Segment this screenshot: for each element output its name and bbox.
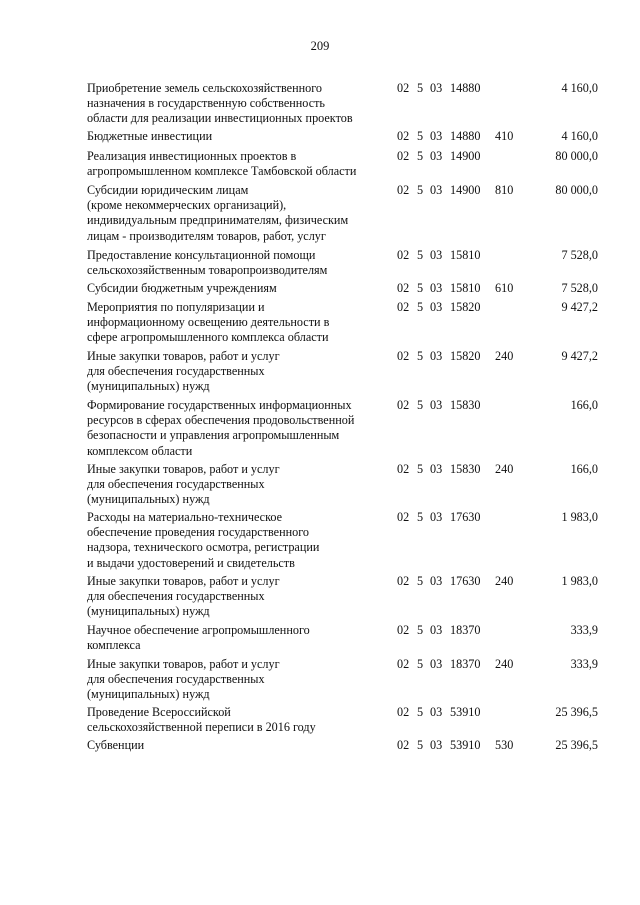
row-code (397, 183, 490, 198)
event-code: 03 (430, 349, 443, 363)
amount: 7 528,0 (561, 281, 598, 295)
expense-type-code: 410 (495, 129, 514, 143)
amount: 333,9 (570, 623, 598, 637)
subprogram-code: 5 (417, 183, 424, 197)
event-code: 03 (430, 300, 443, 314)
event-code: 03 (430, 81, 443, 95)
program-code: 02 (397, 248, 410, 262)
row-code (397, 349, 490, 364)
amount: 4 160,0 (561, 81, 598, 95)
row-name: Предоставление консультационной помощи сельскохозяйственным товаропроизводителям (87, 248, 328, 278)
amount: 7 528,0 (561, 248, 598, 262)
direction-code: 53910 (450, 705, 481, 719)
expense-type-code: 530 (495, 738, 514, 752)
row-name: Субсидии бюджетным учреждениям (87, 281, 277, 295)
event-code: 03 (430, 623, 443, 637)
subprogram-code: 5 (417, 574, 424, 588)
subprogram-code: 5 (417, 248, 424, 262)
amount: 4 160,0 (561, 129, 598, 143)
expense-type-code: 240 (495, 349, 514, 363)
amount: 80 000,0 (555, 183, 598, 197)
amount: 333,9 (570, 657, 598, 671)
row-code (397, 574, 490, 589)
row-code (397, 398, 490, 413)
direction-code: 18370 (450, 623, 481, 637)
subprogram-code: 5 (417, 149, 424, 163)
program-code: 02 (397, 183, 410, 197)
event-code: 03 (430, 738, 443, 752)
subprogram-code: 5 (417, 738, 424, 752)
subprogram-code: 5 (417, 657, 424, 671)
program-code: 02 (397, 738, 410, 752)
program-code: 02 (397, 574, 410, 588)
subprogram-code: 5 (417, 281, 424, 295)
expense-type-code: 240 (495, 574, 514, 588)
event-code: 03 (430, 462, 443, 476)
event-code: 03 (430, 183, 443, 197)
row-name: Проведение Всероссийской сельскохозяйственной переписи в 2016 году (87, 705, 316, 735)
program-code: 02 (397, 281, 410, 295)
amount: 9 427,2 (561, 300, 598, 314)
subprogram-code: 5 (417, 398, 424, 412)
direction-code: 17630 (450, 510, 481, 524)
event-code: 03 (430, 129, 443, 143)
subprogram-code: 5 (417, 129, 424, 143)
direction-code: 15810 (450, 281, 481, 295)
subprogram-code: 5 (417, 510, 424, 524)
amount: 166,0 (570, 462, 598, 476)
expense-type-code: 240 (495, 657, 514, 671)
row-code (397, 705, 490, 720)
program-code: 02 (397, 623, 410, 637)
program-code: 02 (397, 149, 410, 163)
direction-code: 18370 (450, 657, 481, 671)
amount: 166,0 (570, 398, 598, 412)
program-code: 02 (397, 398, 410, 412)
row-code (397, 623, 490, 638)
amount: 1 983,0 (561, 574, 598, 588)
expense-type-code: 610 (495, 281, 514, 295)
row-name: Иные закупки товаров, работ и услуг для обеспечения государственных (муниципальных) нужд (87, 349, 280, 394)
direction-code: 17630 (450, 574, 481, 588)
row-code (397, 462, 490, 477)
direction-code: 15810 (450, 248, 481, 262)
row-code (397, 738, 490, 753)
row-name: Мероприятия по популяризации и информационному освещению деятельности в сфере агропромышленного комплекса области (87, 300, 330, 345)
row-name: Формирование государственных информационных ресурсов в сферах обеспечения продовольственной безопасности и управления агропромышленным комплексом области (87, 398, 355, 458)
row-code (397, 657, 490, 672)
amount: 25 396,5 (555, 738, 598, 752)
row-name: Приобретение земель сельскохозяйственного назначения в государственную собственность области для реализации инвестиционных проектов (87, 81, 353, 126)
subprogram-code: 5 (417, 300, 424, 314)
row-code (397, 129, 490, 144)
event-code: 03 (430, 574, 443, 588)
subprogram-code: 5 (417, 623, 424, 637)
direction-code: 14900 (450, 183, 481, 197)
row-name: Иные закупки товаров, работ и услуг для обеспечения государственных (муниципальных) нужд (87, 462, 280, 507)
direction-code: 15830 (450, 398, 481, 412)
row-name: Научное обеспечение агропромышленного комплекса (87, 623, 310, 653)
event-code: 03 (430, 248, 443, 262)
program-code: 02 (397, 462, 410, 476)
row-code (397, 248, 490, 263)
row-code (397, 81, 490, 96)
subprogram-code: 5 (417, 349, 424, 363)
direction-code: 15820 (450, 300, 481, 314)
direction-code: 14880 (450, 129, 481, 143)
amount: 25 396,5 (555, 705, 598, 719)
page-number: 209 (310, 39, 330, 53)
subprogram-code: 5 (417, 705, 424, 719)
event-code: 03 (430, 657, 443, 671)
row-name: Бюджетные инвестиции (87, 129, 213, 143)
row-name: Иные закупки товаров, работ и услуг для обеспечения государственных (муниципальных) нужд (87, 574, 280, 619)
direction-code: 14880 (450, 81, 481, 95)
program-code: 02 (397, 657, 410, 671)
program-code: 02 (397, 705, 410, 719)
direction-code: 53910 (450, 738, 481, 752)
program-code: 02 (397, 129, 410, 143)
expense-type-code: 240 (495, 462, 514, 476)
row-code (397, 510, 490, 525)
amount: 9 427,2 (561, 349, 598, 363)
event-code: 03 (430, 281, 443, 295)
subprogram-code: 5 (417, 81, 424, 95)
direction-code: 14900 (450, 149, 481, 163)
row-name: Реализация инвестиционных проектов в агропромышленном комплексе Тамбовской области (87, 149, 357, 179)
program-code: 02 (397, 300, 410, 314)
program-code: 02 (397, 81, 410, 95)
row-name: Иные закупки товаров, работ и услуг для обеспечения государственных (муниципальных) нужд (87, 657, 280, 702)
event-code: 03 (430, 398, 443, 412)
row-name: Расходы на материально-техническое обеспечение проведения государственного надзора, технического осмотра, регистрации и выдачи удостоверений и свидетельств (87, 510, 320, 570)
subprogram-code: 5 (417, 462, 424, 476)
event-code: 03 (430, 149, 443, 163)
event-code: 03 (430, 705, 443, 719)
amount: 80 000,0 (555, 149, 598, 163)
row-code (397, 149, 490, 164)
expense-type-code: 810 (495, 183, 514, 197)
event-code: 03 (430, 510, 443, 524)
direction-code: 15830 (450, 462, 481, 476)
direction-code: 15820 (450, 349, 481, 363)
row-code (397, 281, 490, 296)
program-code: 02 (397, 349, 410, 363)
amount: 1 983,0 (561, 510, 598, 524)
row-name: Субвенции (87, 738, 145, 752)
row-name: Субсидии юридическим лицам (кроме некоммерческих организаций), индивидуальным предпринимателям, физическим лицам - производителям товаров, работ, услуг (87, 183, 349, 243)
program-code: 02 (397, 510, 410, 524)
row-code (397, 300, 490, 315)
